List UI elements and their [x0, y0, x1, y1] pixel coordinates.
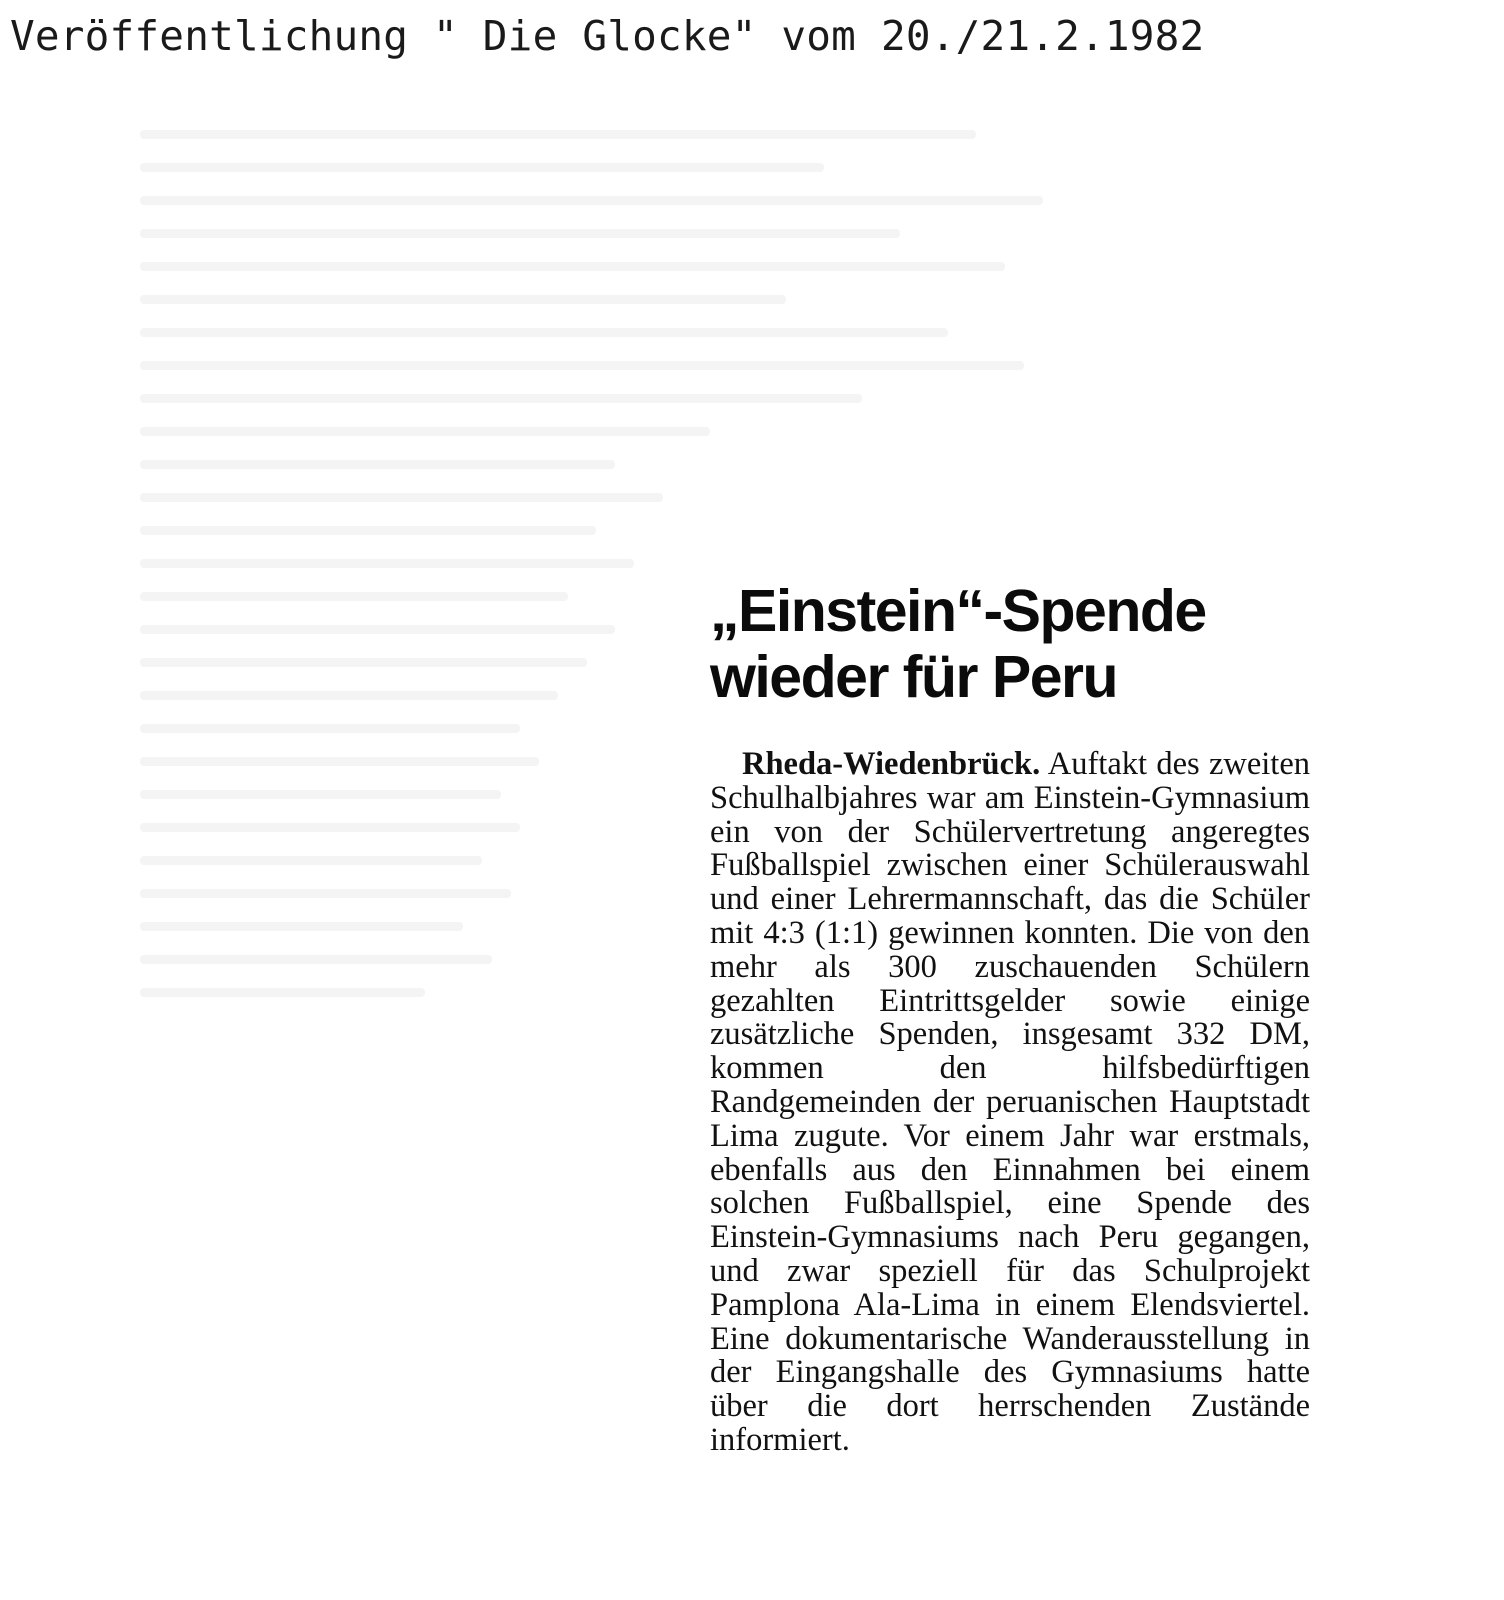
article-body-text: Auftakt des zweiten Schulhalbjahres war am Einstein-Gymnasium ein von der Schülervertretung angeregtes Fußballspiel zwischen einer Schülerauswahl und einer Lehrermannschaft, das die Schüler mit 4:3 (1:1) gewinnen konnten. Die von den mehr als 300 zuschauenden Schülern gezahlten Eintrittsgelder sowie einige zusätzliche Spenden, insgesamt 332 DM, kommen den hilfsbedürftigen Randgemeinden der peruanischen Hauptstadt Lima zugute. Vor einem Jahr war erstmals, ebenfalls aus den Einnahmen bei einem solchen Fußballspiel, eine Spende des Einstein-Gymnasiums nach Peru gegangen, und zwar speziell für das Schulprojekt Pamplona Ala-Lima in einem Elendsviertel. Eine dokumentarische Wanderausstellung in der Eingangshalle des Gymnasiums hatte über die dort herrschenden Zustände informiert.: [710, 746, 1310, 1458]
clipping-caption: Veröffentlichung " Die Glocke" vom 20./21.2.1982: [10, 12, 1205, 60]
headline-line-2: wieder für Peru: [710, 644, 1118, 710]
article-dateline: Rheda-Wiedenbrück.: [742, 746, 1041, 782]
article-headline: [710, 578, 1310, 710]
newspaper-article: [710, 578, 1310, 1458]
headline-line-1: „Einstein“-Spende: [710, 578, 1206, 644]
article-body: [710, 748, 1310, 1458]
